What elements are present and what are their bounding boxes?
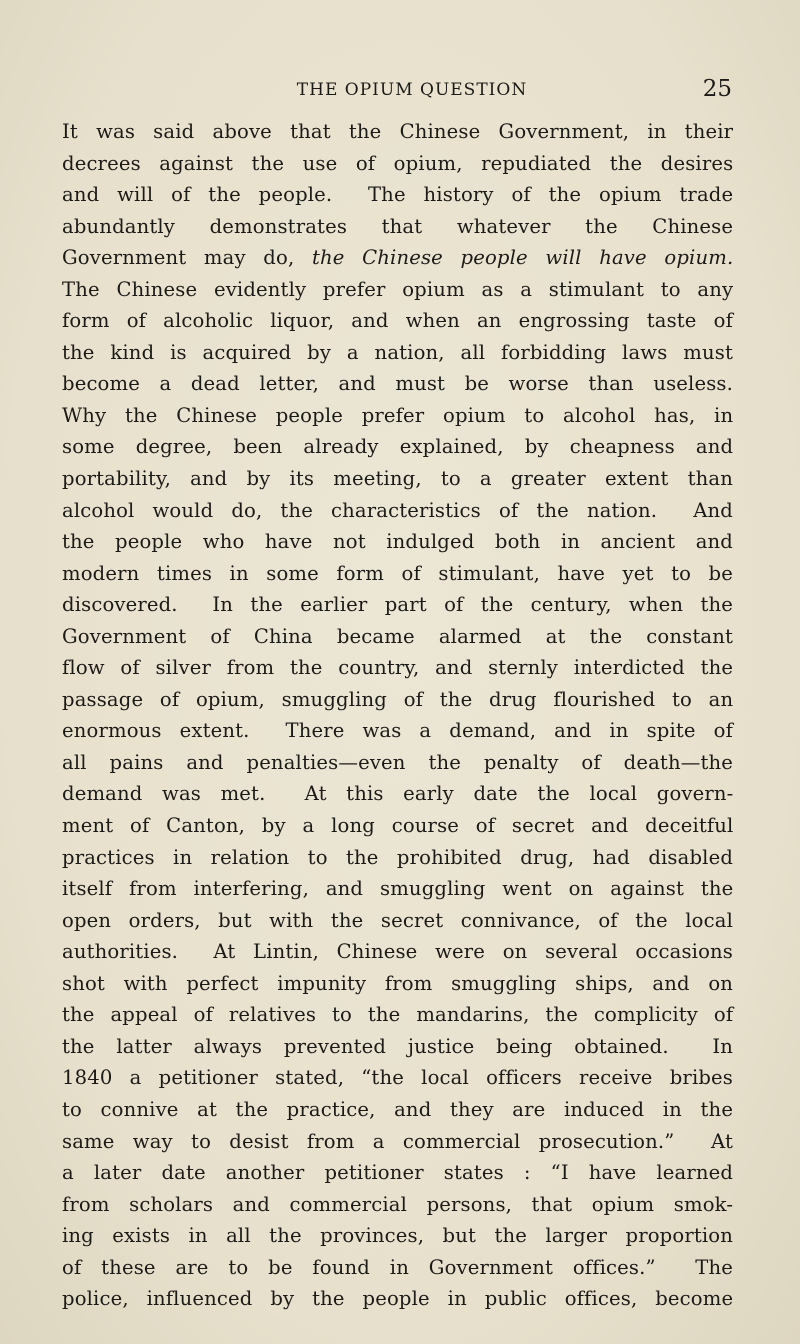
text-line — [62, 1283, 733, 1315]
text-line — [62, 116, 733, 148]
text-line — [62, 968, 733, 1000]
text-run: all pains and penalties—even the penalty of death—the — [62, 750, 733, 774]
text-line — [62, 936, 733, 968]
text-line — [62, 526, 733, 558]
text-line — [62, 242, 733, 274]
text-run: portability, and by its meeting, to a greater extent than — [62, 467, 733, 491]
text-run: the people who have not indulged both in ancient and — [62, 530, 733, 554]
text-line — [62, 1220, 733, 1252]
text-line — [62, 148, 733, 180]
page-number: 25 — [702, 76, 732, 102]
text-line — [62, 558, 733, 590]
text-line — [62, 715, 733, 747]
running-title: THE OPIUM QUESTION — [296, 80, 528, 100]
text-run: modern times in some form of stimulant, have yet to be — [62, 561, 733, 585]
text-line — [62, 1031, 733, 1063]
text-line — [62, 1252, 733, 1284]
text-line — [62, 305, 733, 337]
text-run: ing exists in all the provinces, but the larger proportion — [62, 1224, 733, 1248]
text-run: It was said above that the Chinese Government, in their — [62, 120, 734, 143]
text-line — [62, 400, 733, 432]
text-line — [62, 778, 733, 810]
text-line — [62, 495, 733, 527]
text-run: discovered. In the earlier part of the century, when the — [62, 593, 733, 617]
text-line — [62, 652, 733, 684]
text-run: shot with perfect impunity from smuggling ships, and on — [62, 971, 734, 995]
text-line — [62, 1062, 733, 1094]
text-run: to connive at the practice, and they are induced in the — [62, 1097, 734, 1121]
text-run: 1840 a petitioner stated, “the local officers receive bribes — [62, 1066, 733, 1090]
text-line — [62, 747, 733, 779]
text-line — [62, 431, 733, 463]
text-run: alcohol would do, the characteristics of the nation. And — [62, 498, 733, 522]
text-line — [62, 463, 733, 495]
text-run: Government of China became alarmed at the constant — [62, 624, 733, 648]
body-text — [62, 116, 733, 1315]
text-run: the kind is acquired by a nation, all forbidding laws must — [62, 340, 733, 364]
text-run: some degree, been already explained, by cheapness and — [62, 435, 734, 459]
text-run: flow of silver from the country, and sternly interdicted the — [62, 656, 734, 680]
text-run: The Chinese evidently prefer opium as a stimulant to any — [62, 277, 734, 301]
text-run: form of alcoholic liquor, and when an engrossing taste of — [62, 309, 733, 333]
text-line — [62, 179, 733, 211]
text-run: Why the Chinese people prefer opium to alcohol has, in — [62, 403, 734, 427]
text-run: passage of opium, smuggling of the drug flourished to an — [62, 687, 734, 711]
text-run: open orders, but with the secret connivance, of the local — [62, 908, 733, 932]
text-run: police, influenced by the people in public offices, become — [62, 1287, 734, 1311]
text-line — [62, 842, 733, 874]
text-run: itself from interfering, and smuggling went on against the — [62, 877, 734, 901]
text-line — [62, 337, 733, 369]
text-line — [62, 1094, 733, 1126]
text-line — [62, 1126, 733, 1158]
text-run: the latter always prevented justice being obtained. In — [62, 1034, 733, 1058]
text-run: the appeal of relatives to the mandarins, the complicity of — [62, 1003, 734, 1027]
text-line — [62, 999, 733, 1031]
text-run: enormous extent. There was a demand, and in spite of — [62, 719, 733, 743]
text-run: from scholars and commercial persons, that opium smok- — [62, 1192, 734, 1216]
text-line — [62, 810, 733, 842]
text-line — [62, 1189, 733, 1221]
text-run: same way to desist from a commercial prosecution.” At — [62, 1129, 733, 1153]
running-head — [92, 78, 732, 102]
text-run: demand was met. At this early date the local govern- — [62, 782, 734, 806]
text-run: authorities. At Lintin, Chinese were on several occasions — [62, 940, 733, 964]
text-line — [62, 873, 733, 905]
text-line — [62, 368, 733, 400]
text-run: and will of the people. The history of the opium trade — [62, 183, 734, 207]
text-run: a later date another petitioner states : “I have learned — [62, 1161, 734, 1185]
text-line — [62, 905, 733, 937]
text-run: Government may do, — [62, 246, 312, 270]
text-run: ment of Canton, by a long course of secret and deceitful — [62, 814, 734, 838]
text-line — [62, 211, 733, 243]
text-run: become a dead letter, and must be worse than useless. — [62, 372, 733, 396]
text-line — [62, 1157, 733, 1189]
text-line — [62, 274, 733, 306]
text-line — [62, 589, 733, 621]
text-line — [62, 684, 733, 716]
text-line — [62, 621, 733, 653]
text-run: decrees against the use of opium, repudiated the desires — [62, 151, 734, 175]
text-run: practices in relation to the prohibited drug, had disabled — [62, 845, 734, 869]
italic-text: the Chinese people will have opium. — [311, 246, 734, 270]
text-run: abundantly demonstrates that whatever the Chinese — [62, 214, 734, 238]
text-run: of these are to be found in Government offices.” The — [62, 1255, 733, 1279]
